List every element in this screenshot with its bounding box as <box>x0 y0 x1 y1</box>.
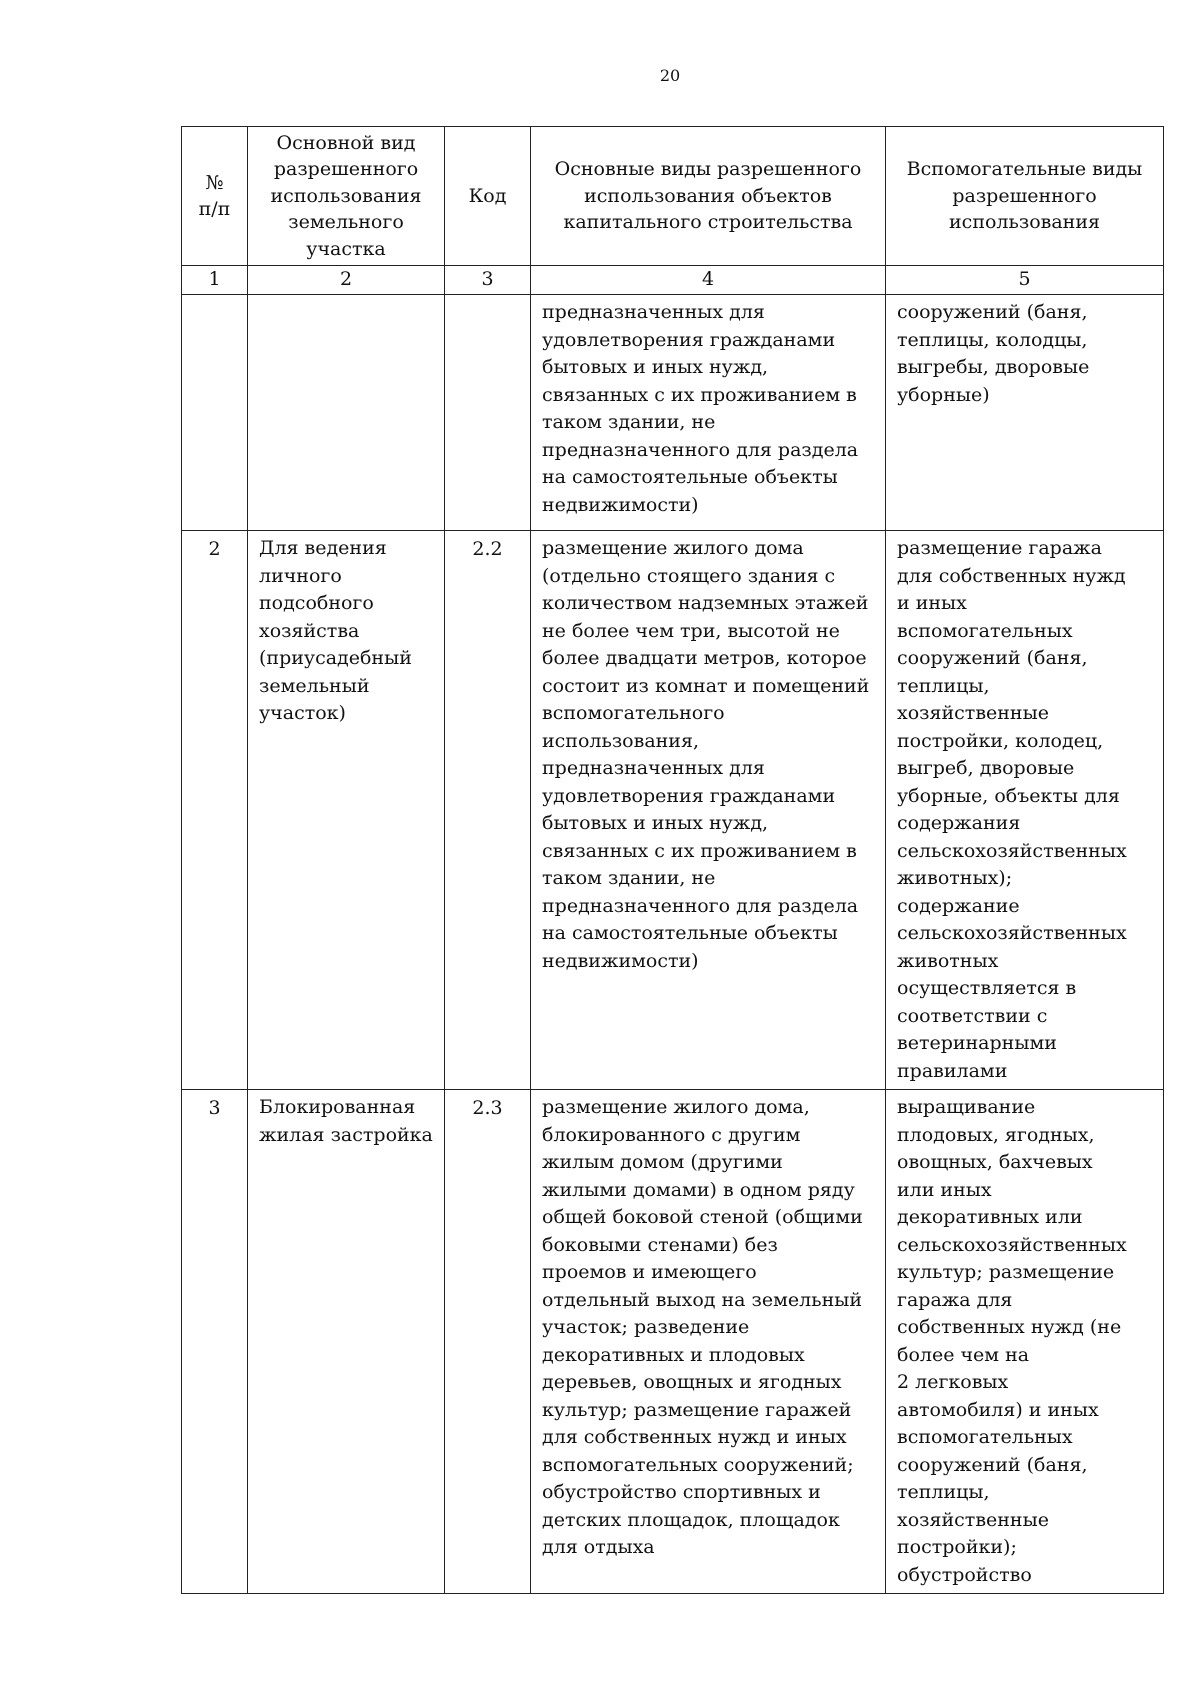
column-number: 1 <box>182 266 248 295</box>
header-code: Код <box>445 127 531 266</box>
land-use-table <box>181 126 1164 1594</box>
main-kind-cell: Для ведения личного подсобного хозяйства (приусадебный земельный участок) <box>248 531 445 1090</box>
code-cell <box>445 295 531 531</box>
row-number: 2 <box>182 531 248 1090</box>
column-number-row <box>182 266 1164 295</box>
header-main-kind: Основной вид разрешенного использования земельного участка <box>248 127 445 266</box>
column-number: 5 <box>886 266 1164 295</box>
auxiliary-kinds-cell: размещение гаража для собственных нужд и иных вспомогательных сооружений (баня, теплицы, хозяйственные постройки, колодец, выгреб, дворовые уборные, объекты для содержания сельскохозяйственных животных); содержание сельскохозяйственных животных осуществляется в соответствии с ветеринарными правилами <box>886 531 1164 1090</box>
main-kind-cell <box>248 295 445 531</box>
header-auxiliary-kinds: Вспомогательные виды разрешенного использования <box>886 127 1164 266</box>
code-cell: 2.2 <box>445 531 531 1090</box>
auxiliary-kinds-cell: выращивание плодовых, ягодных, овощных, бахчевых или иных декоративных или сельскохозяйственных культур; размещение гаража для собственных нужд (не более чем на 2 легковых автомобиля) и иных вспомогательных сооружений (баня, теплицы, хозяйственные постройки); обустройство <box>886 1090 1164 1594</box>
header-capital-kinds: Основные виды разрешенного использования объектов капитального строительства <box>531 127 886 266</box>
row-number <box>182 295 248 531</box>
capital-kinds-cell: размещение жилого дома, блокированного с другим жилым домом (другими жилыми домами) в одном ряду общей боковой стеной (общими боковыми стенами) без проемов и имеющего отдельный выход на земельный участок; разведение декоративных и плодовых деревьев, овощных и ягодных культур; размещение гаражей для собственных нужд и иных вспомогательных сооружений; обустройство спортивных и детских площадок, площадок для отдыха <box>531 1090 886 1594</box>
header-no: № п/п <box>182 127 248 266</box>
row-number: 3 <box>182 1090 248 1594</box>
column-number: 2 <box>248 266 445 295</box>
capital-kinds-cell: предназначенных для удовлетворения гражданами бытовых и иных нужд, связанных с их проживанием в таком здании, не предназначенного для раздела на самостоятельные объекты недвижимости) <box>531 295 886 531</box>
capital-kinds-cell: размещение жилого дома (отдельно стоящего здания с количеством надземных этажей не более чем три, высотой не более двадцати метров, которое состоит из комнат и помещений вспомогательного использования, предназначенных для удовлетворения гражданами бытовых и иных нужд, связанных с их проживанием в таком здании, не предназначенного для раздела на самостоятельные объекты недвижимости) <box>531 531 886 1090</box>
code-cell: 2.3 <box>445 1090 531 1594</box>
auxiliary-kinds-cell: сооружений (баня, теплицы, колодцы, выгребы, дворовые уборные) <box>886 295 1164 531</box>
table-header-row <box>182 127 1164 266</box>
page-number: 20 <box>659 66 681 85</box>
main-kind-cell: Блокированная жилая застройка <box>248 1090 445 1594</box>
table-row <box>182 531 1164 1090</box>
column-number: 3 <box>445 266 531 295</box>
table-row <box>182 295 1164 531</box>
column-number: 4 <box>531 266 886 295</box>
table-row <box>182 1090 1164 1594</box>
